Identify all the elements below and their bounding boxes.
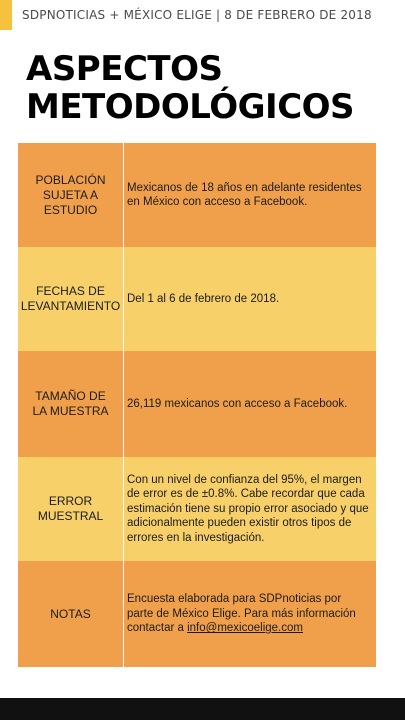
table-row-notas — [18, 561, 376, 667]
contact-email-link[interactable]: info@mexicoelige.com — [187, 622, 303, 635]
row-label — [18, 143, 124, 247]
header-text: SDPNOTICIAS + MÉXICO ELIGE | 8 DE FEBRERO DE 2018 — [22, 8, 372, 22]
row-value — [124, 457, 376, 561]
row-value-text: Del 1 al 6 de febrero de 2018. — [127, 292, 280, 305]
methodology-table — [18, 143, 376, 667]
header-bar — [0, 0, 405, 30]
row-value — [124, 247, 376, 351]
row-value — [124, 561, 376, 667]
table-row-tamano — [18, 351, 376, 457]
row-label-line: POBLACIÓN — [35, 172, 106, 187]
row-label-line: LA MUESTRA — [32, 404, 109, 418]
page-title — [26, 50, 354, 126]
row-label-line: LEVANTAMIENTO — [20, 299, 121, 313]
row-label — [18, 457, 124, 561]
table-row-fechas — [18, 247, 376, 351]
table-row-poblacion — [18, 143, 376, 247]
row-value-text: Mexicanos de 18 años en adelante residentes en México con acceso a Facebook. — [127, 181, 362, 208]
row-label-line: TAMAÑO DE — [35, 389, 106, 403]
row-value-text: Encuesta elaborada para SDPnoticias por parte de México Elige. Para más información contactar a — [127, 593, 356, 635]
footer-bar — [0, 698, 405, 720]
table-row-error — [18, 457, 376, 561]
row-value-text: 26,119 mexicanos con acceso a Facebook. — [127, 397, 348, 410]
title-line-2: METODOLÓGICOS — [26, 87, 355, 127]
row-label-line: NOTAS — [50, 606, 91, 621]
row-label — [18, 561, 124, 667]
title-line-1: ASPECTOS — [26, 49, 223, 89]
row-value — [124, 351, 376, 457]
header-accent — [0, 0, 12, 30]
row-label-line: MUESTRAL — [37, 509, 104, 523]
row-label-line: SUJETA A — [42, 187, 99, 202]
row-value-text: Con un nivel de confianza del 95%, el margen de error es de ±0.8%. Cabe recordar que cada estimación tiene su propio error asociado y que adicionalmente pueden existir otros tipos de errores en la investigación. — [127, 473, 369, 544]
row-label — [18, 247, 124, 351]
row-label-line: ESTUDIO — [43, 202, 98, 217]
row-label-line: FECHAS DE — [36, 284, 105, 298]
row-value — [124, 143, 376, 247]
row-label — [18, 351, 124, 457]
row-label-line: ERROR — [48, 494, 93, 508]
